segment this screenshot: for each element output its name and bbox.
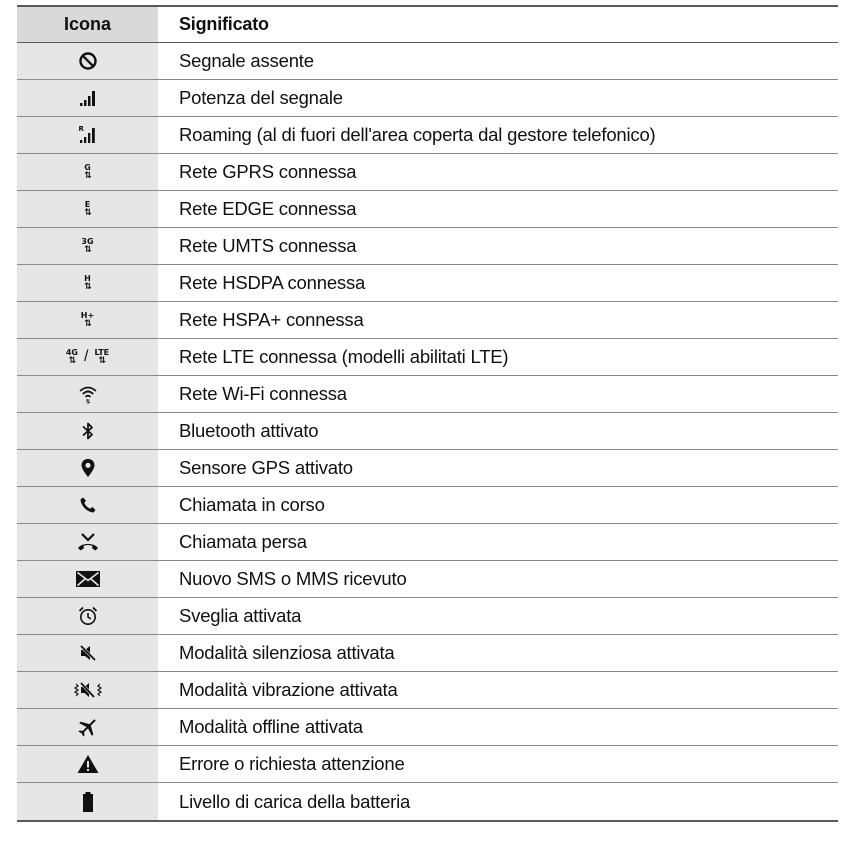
row-meaning: Rete Wi-Fi connessa [179,383,347,404]
gprs-icon: G ⇅ [84,163,91,181]
table-row [17,598,838,635]
row-meaning: Rete GPRS connessa [179,161,357,182]
table-header-row [17,7,838,43]
lte-icon: 4G ⇅ / LTE ⇅ [65,348,110,366]
header-meaning-column: Significato [179,14,269,34]
wifi-icon [78,384,98,404]
row-meaning: Rete HSDPA connessa [179,272,366,293]
row-meaning: Segnale assente [179,50,314,71]
table-row [17,228,838,265]
row-meaning: Sveglia attivata [179,605,302,626]
table-row [17,43,838,80]
table-row [17,746,838,783]
row-meaning: Rete LTE connessa (modelli abilitati LTE) [179,346,509,367]
row-meaning: Modalità vibrazione attivata [179,679,398,700]
table-row [17,191,838,228]
table-row [17,265,838,302]
table-row [17,376,838,413]
signal-strength-icon [79,90,97,106]
table-row [17,302,838,339]
row-meaning: Nuovo SMS o MMS ricevuto [179,568,407,589]
table-row [17,524,838,561]
message-icon [75,569,101,589]
roaming-icon: R [78,125,98,145]
table-row [17,80,838,117]
table-row [17,709,838,746]
header-icon-column: Icona [17,7,159,42]
4g-icon: 4G ⇅ [65,348,78,366]
status-icons-table [17,5,838,822]
bluetooth-icon [81,421,95,441]
vibrate-icon [73,680,103,700]
table-row [17,154,838,191]
table-row [17,339,838,376]
no-signal-icon [78,51,98,71]
hspa-plus-icon: H+ ⇅ [80,311,95,329]
row-meaning: Sensore GPS attivato [179,457,353,478]
table-row [17,672,838,709]
lte-badge-icon: LTE ⇅ [94,348,110,366]
alarm-icon [77,605,99,627]
hsdpa-icon: H ⇅ [84,274,91,292]
row-meaning: Bluetooth attivato [179,420,319,441]
row-meaning: Modalità offline attivata [179,716,363,737]
row-meaning: Potenza del segnale [179,87,343,108]
warning-icon [77,754,99,774]
table-row [17,117,838,154]
row-meaning: Chiamata persa [179,531,307,552]
svg-text:⇅: ⇅ [84,398,91,404]
airplane-icon [77,716,99,738]
row-meaning: Errore o richiesta attenzione [179,753,405,774]
row-meaning: Rete EDGE connessa [179,198,357,219]
row-meaning: Modalità silenziosa attivata [179,642,395,663]
edge-icon: E ⇅ [84,200,91,218]
table-row [17,487,838,524]
table-row [17,450,838,487]
missed-call-icon [76,532,100,552]
table-row [17,561,838,598]
battery-icon [81,791,95,813]
table-row [17,635,838,672]
umts-icon: 3G ⇅ [81,237,94,255]
mute-icon [78,643,98,663]
row-meaning: Rete UMTS connessa [179,235,357,256]
table-row [17,413,838,450]
call-icon [79,496,97,514]
row-meaning: Chiamata in corso [179,494,325,515]
row-meaning: Livello di carica della batteria [179,790,411,812]
gps-icon [80,458,96,478]
row-meaning: Roaming (al di fuori dell'area coperta dal gestore telefonico) [179,124,656,145]
row-meaning: Rete HSPA+ connessa [179,309,364,330]
table-row [17,783,838,820]
